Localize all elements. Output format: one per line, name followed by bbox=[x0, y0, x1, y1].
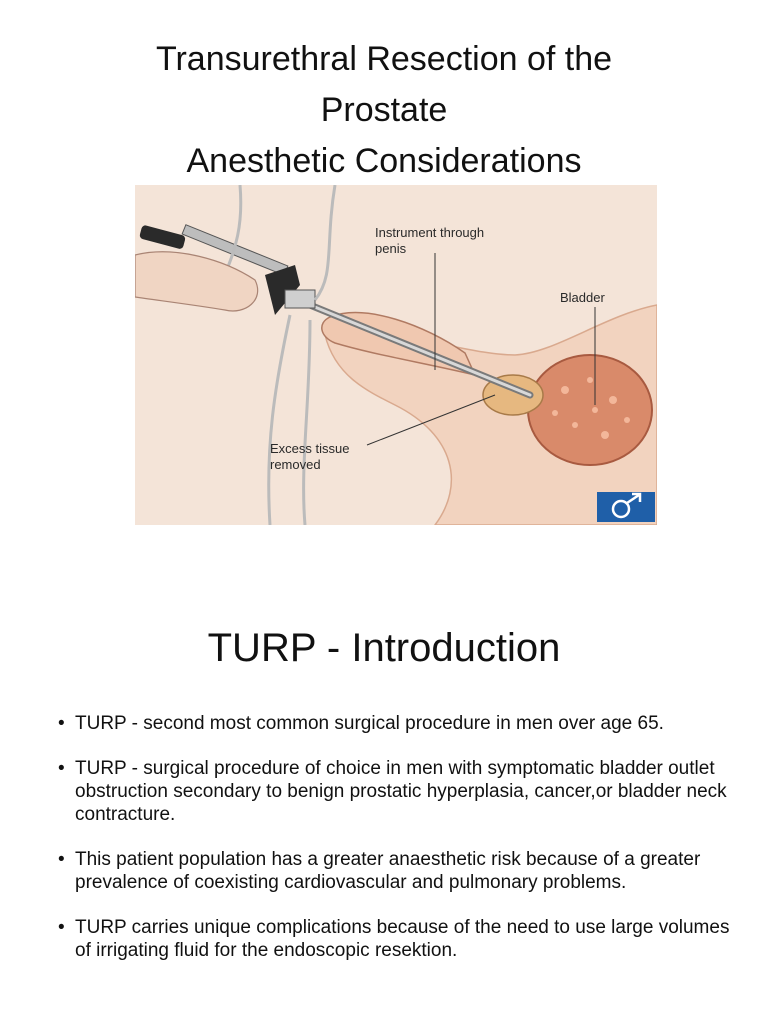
bullet-item: • TURP - second most common surgical procedure in men over age 65. bbox=[46, 712, 746, 735]
instrument-label-line: Instrument through bbox=[375, 225, 485, 240]
instrument-label-line: penis bbox=[375, 241, 407, 256]
excess-label-line: removed bbox=[270, 457, 321, 472]
section-title: TURP - Introduction bbox=[207, 626, 561, 670]
bullet-item: • This patient population has a greater anaesthetic risk because of a greater prevalence of coexisting cardiovascular and pulmonary problems. bbox=[46, 848, 746, 894]
slide-title bbox=[0, 34, 768, 187]
turp-illustration-drawing bbox=[135, 185, 657, 525]
bladder-shape bbox=[528, 355, 652, 465]
bullet-list bbox=[46, 712, 746, 984]
excess-label-line: Excess tissue bbox=[270, 441, 350, 456]
slide-title-line: Transurethral Resection of the bbox=[155, 40, 613, 78]
bladder-label: Bladder bbox=[560, 290, 605, 305]
bullet-item: • TURP carries unique complications because of the need to use large volumes of irrigating fluid for the endoscopic resektion. bbox=[46, 916, 746, 962]
bullet-item: • TURP - surgical procedure of choice in men with symptomatic bladder outlet obstruction secondary to benign prostatic hyperplasia, cancer,or bladder neck contracture. bbox=[46, 757, 746, 826]
male-symbol-icon bbox=[597, 492, 655, 522]
slide-title-line: Anesthetic Considerations bbox=[186, 142, 582, 180]
turp-illustration bbox=[135, 185, 657, 525]
slide-title-line: Prostate bbox=[320, 91, 448, 129]
